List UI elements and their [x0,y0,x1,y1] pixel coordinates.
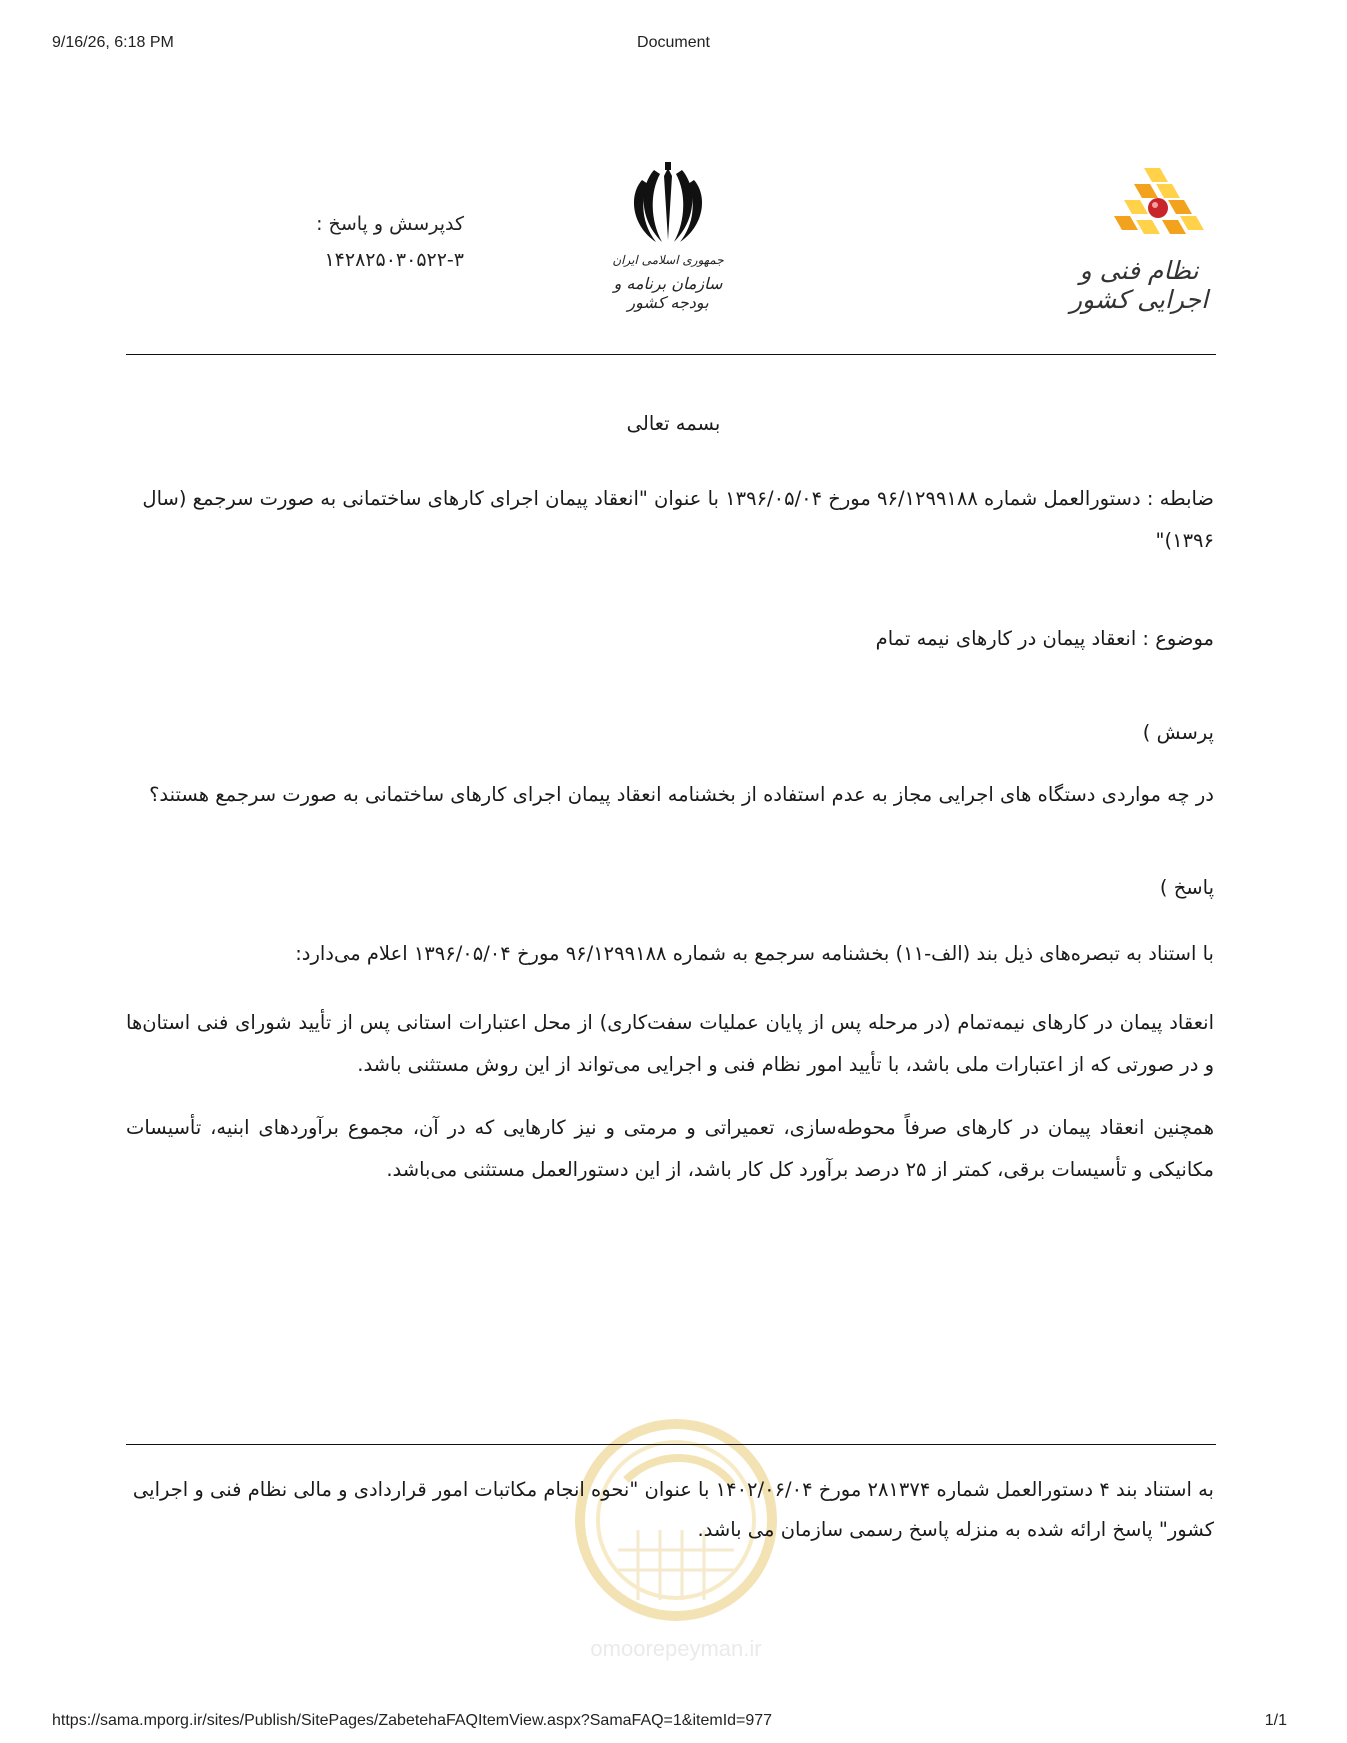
answer-paragraph-2: همچنین انعقاد پیمان در کارهای صرفاً محوطه‌سازی، تعمیراتی و مرمتی و نیز کارهایی که در آن، مجموع برآوردهای ابنیه، تأسیسات مکانیکی و تأسیسات برقی، کمتر از ۲۵ درصد برآورد کل کار باشد، از این دستورالعمل مستثنی می‌باشد. [126,1116,1214,1181]
basmala: بسمه تعالی [626,412,721,435]
print-page-number: 1/1 [1264,1712,1287,1729]
iran-emblem-icon [604,160,732,252]
answer-label: پاسخ ) [1159,876,1214,899]
print-datetime: 9/16/26, 6:18 PM [52,34,174,51]
technical-system-logo [1064,164,1214,314]
regulation-reference: ضابطه : دستورالعمل شماره ۹۶/۱۲۹۹۱۸۸ مورخ ۱۳۹۶/۰۵/۰۴ با عنوان "انعقاد پیمان اجرای کارهای ساختمانی به صورت سرجمع (سال ۱۳۹۶)" [142,487,1214,552]
technical-system-name: نظام فنی و اجرایی کشور [1069,256,1209,314]
footer-divider [126,1444,1216,1445]
question-text: در چه مواردی دستگاه های اجرایی مجاز به عدم استفاده از بخشنامه انعقاد پیمان اجرای کارهای ساختمانی به صورت سرجمع هستند؟ [149,783,1214,806]
emblem-country-name: جمهوری اسلامی ایران [612,253,724,267]
print-document-title: Document [637,34,710,51]
subject-line: موضوع : انعقاد پیمان در کارهای نیمه تمام [875,627,1214,650]
watermark-site: omoorepeyman.ir [590,1636,762,1661]
watermark [556,1400,796,1700]
question-label: پرسش ) [1142,721,1214,744]
answer-intro: با استناد به تبصره‌های ذیل بند (الف-۱۱) بخشنامه سرجمع به شماره ۹۶/۱۲۹۹۱۸۸ مورخ ۱۳۹۶/۰۵/۰۴ اعلام می‌دارد: [295,942,1214,965]
technical-system-logo-icon [1064,164,1214,256]
faq-code-label: کدپرسش و پاسخ : [316,213,464,235]
print-footer [0,1712,1347,1734]
header-divider [126,354,1216,355]
faq-code-value: ۱۴۲۸۲۵۰۳۰۵۲۲-۳ [324,249,464,271]
emblem-org-name: سازمان برنامه و بودجه کشور [613,274,723,312]
print-url: https://sama.mporg.ir/sites/Publish/SitePages/ZabetehaFAQItemView.aspx?SamaFAQ=1&itemId=977 [52,1712,773,1729]
answer-paragraph-1: انعقاد پیمان در کارهای نیمه‌تمام (در مرحله پس از پایان عملیات سفت‌کاری) از محل اعتبارات استانی پس از تأیید شورای فنی استان‌ها و در صورتی که از اعتبارات ملی باشد، با تأیید امور نظام فنی و اجرایی می‌تواند از این روش مستثنی باشد. [126,1011,1214,1076]
official-response-note: به استناد بند ۴ دستورالعمل شماره ۲۸۱۳۷۴ مورخ ۱۴۰۲/۰۶/۰۴ با عنوان "نحوه انجام مکاتبات امور قراردادی و مالی نظام فنی و اجرایی کشور" پاسخ ارائه شده به منزله پاسخ رسمی سازمان می باشد. [132,1478,1214,1541]
iran-emblem [604,160,732,310]
print-header [0,34,1347,56]
faq-code-block [264,206,464,278]
